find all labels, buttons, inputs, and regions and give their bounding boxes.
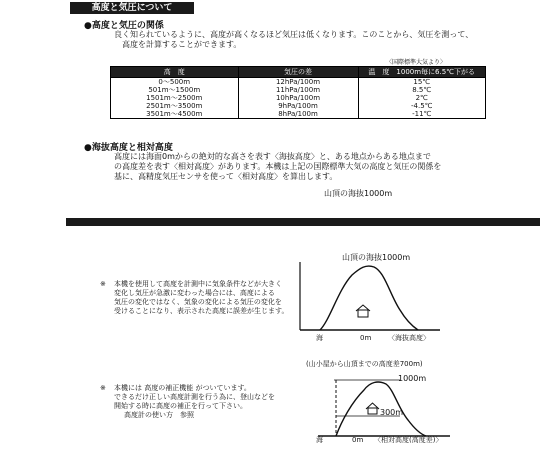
paragraph-line: 高度を計算することができます。 xyxy=(122,40,242,49)
table-cell: 1501m～2500m xyxy=(111,94,239,102)
table-cell: 2℃ xyxy=(358,94,486,102)
weather-change-note xyxy=(114,280,304,316)
mountain-outline xyxy=(320,266,418,330)
table-row xyxy=(111,94,486,102)
paragraph-line: 高度には海面0mからの絶対的な高さを表す〈海抜高度〉と、ある地点からある地点まで xyxy=(114,152,431,161)
zero-meter-label: 0m xyxy=(352,436,364,444)
column-header-pressure-diff: 気圧の差 xyxy=(238,67,358,78)
table-cell: 8hPa/100m xyxy=(238,110,358,119)
table-cell: 0～500m xyxy=(111,78,239,87)
sea-label: 海 xyxy=(316,334,323,342)
altitude-pressure-heading: ●高度と気圧の関係 xyxy=(84,21,164,31)
peak-value-label: 1000m xyxy=(398,374,427,383)
note-mark: ※ xyxy=(100,280,106,288)
section-title-banner: 高度と気圧について xyxy=(70,2,194,14)
peak-altitude-label: 山頂の海抜1000m xyxy=(342,253,411,262)
relative-altitude-label: 〈相対高度(高度差)〉 xyxy=(374,436,443,444)
hut-icon xyxy=(358,310,368,317)
height-difference-label: (山小屋から山頂までの高度差700m) xyxy=(306,360,423,368)
table-cell: 501m～1500m xyxy=(111,86,239,94)
note-line: できるだけ正しい高度計測を行う為に、登山などを xyxy=(114,393,275,401)
note-line: 開始する時に高度の補正を行って下さい。 xyxy=(114,402,247,410)
table-row xyxy=(111,110,486,119)
table-cell: 15℃ xyxy=(358,78,486,87)
paragraph-line: 基に、高精度気圧センサを使って〈相対高度〉を算出します。 xyxy=(114,172,338,181)
table-cell: 12hPa/100m xyxy=(238,78,358,87)
hut-icon xyxy=(368,408,377,414)
note-line: 気圧の変化ではなく、気象の変化による気圧の変化を xyxy=(114,298,282,306)
table-cell: -4.5℃ xyxy=(358,102,486,110)
table-cell: 10hPa/100m xyxy=(238,94,358,102)
column-header-temperature: 温 度 1000m毎に6.5℃下がる xyxy=(358,67,486,78)
sea-label: 海 xyxy=(316,436,323,444)
hut-value-label: 300m xyxy=(380,408,404,417)
table-row xyxy=(111,86,486,94)
note-mark: ※ xyxy=(100,384,106,392)
table-cell: 11hPa/100m xyxy=(238,86,358,94)
paragraph-line: の高度差を表す〈相対高度〉があります。本機は上記の国際標準大気の高度と気圧の関係を xyxy=(114,162,442,171)
altitude-pressure-paragraph xyxy=(114,30,534,50)
table-cell: 2501m～3500m xyxy=(111,102,239,110)
section-divider xyxy=(66,218,540,226)
table-row xyxy=(111,78,486,87)
mountain-diagram-absolute xyxy=(290,250,450,340)
source-note: 〈国際標準大気より〉 xyxy=(386,59,447,66)
note-line: 本機を使用して高度を計測中に気象条件などが大きく xyxy=(114,280,282,288)
column-header-altitude: 高 度 xyxy=(111,67,239,78)
note-line: 変化し気圧が急激に変わった場合には、高度による xyxy=(114,289,275,297)
paragraph-line: 良く知られているように、高度が高くなるほど気圧は低くなります。このことから、気圧を測って、 xyxy=(114,30,474,39)
note-line: 本機には 高度の補正機能 がついています。 xyxy=(114,384,251,392)
sea-level-relative-paragraph xyxy=(114,152,534,182)
table-cell: -11℃ xyxy=(358,110,486,119)
note-line: 受けることになり、表示された高度に誤差が生じます。 xyxy=(114,307,289,315)
mountain-diagram-relative xyxy=(300,372,460,440)
table-cell: 8.5℃ xyxy=(358,86,486,94)
altitude-correction-note xyxy=(114,384,304,420)
table-row xyxy=(111,102,486,110)
altitude-pressure-table xyxy=(110,66,486,119)
note-line: 高度計の使い方 参照 xyxy=(124,411,194,419)
sea-level-altitude-label: 〈海抜高度〉 xyxy=(388,334,430,342)
sea-level-relative-heading: ●海抜高度と相対高度 xyxy=(84,143,173,153)
zero-meter-label: 0m xyxy=(360,334,372,342)
table-header-row xyxy=(111,67,486,78)
table-cell: 9hPa/100m xyxy=(238,102,358,110)
summit-caption: 山頂の海抜1000m xyxy=(324,189,393,198)
table-cell: 3501m～4500m xyxy=(111,110,239,119)
